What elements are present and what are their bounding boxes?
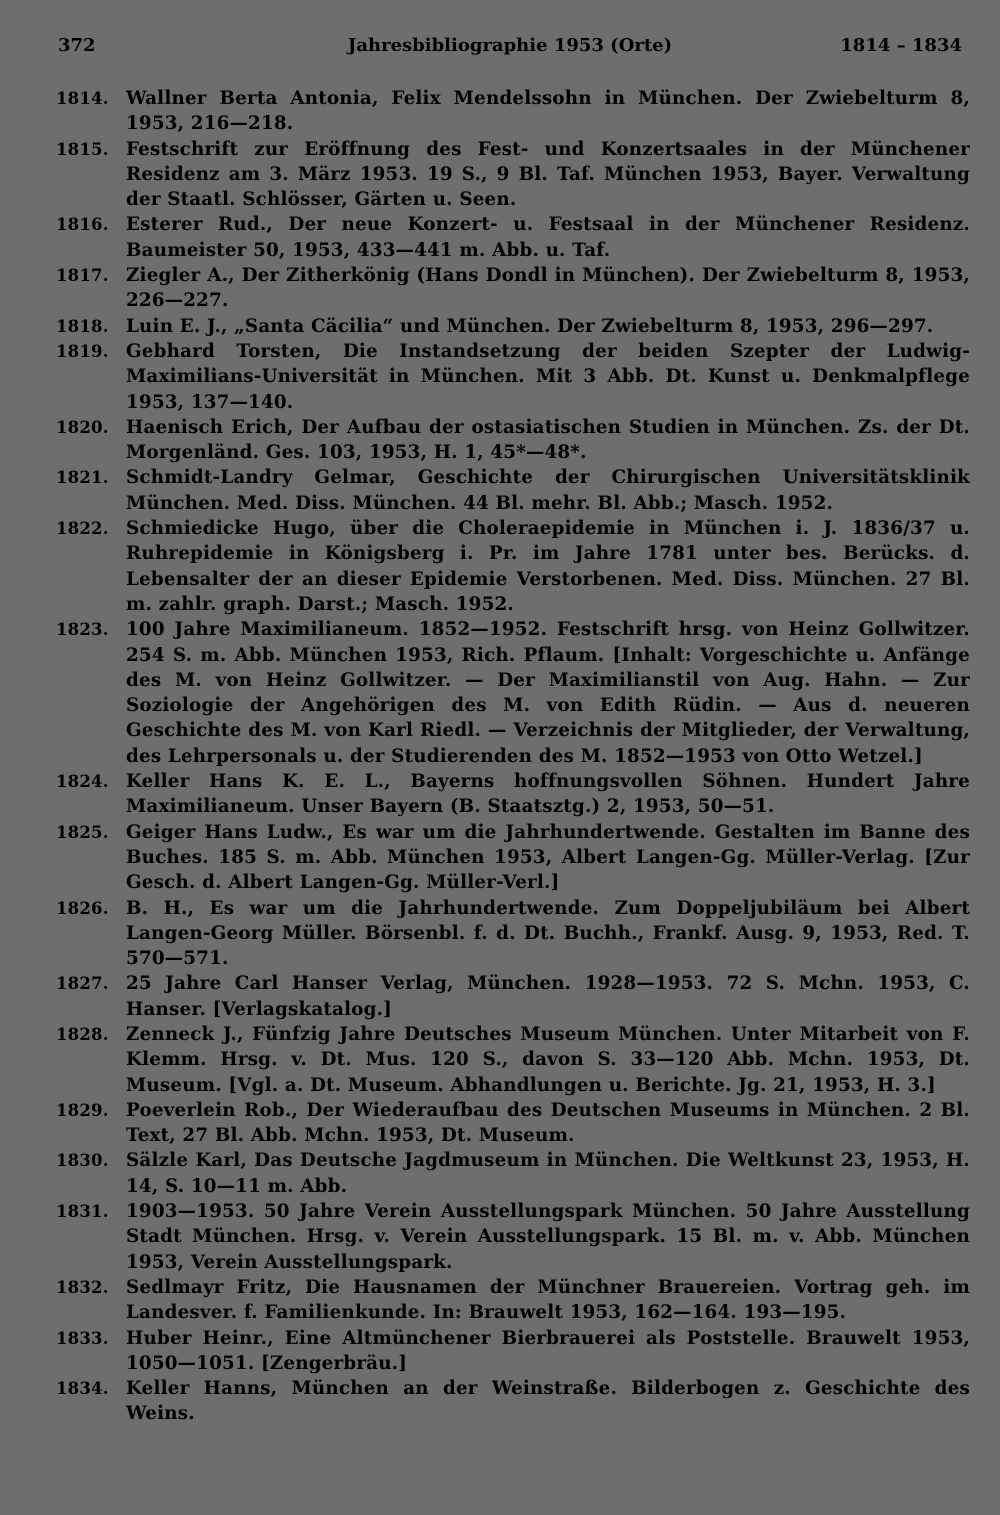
bibliography-entry bbox=[56, 971, 970, 1022]
bibliography-entry bbox=[56, 820, 970, 896]
entry-text: Gebhard Torsten, Die Instandsetzung der beiden Szepter der Ludwig-Maximilians-Universität in München. Mit 3 Abb. Dt. Kunst u. Denkmalpflege 1953, 137—140. bbox=[126, 340, 970, 413]
entry-number: 1819. bbox=[56, 341, 109, 361]
bibliography-entry bbox=[56, 263, 970, 314]
entry-text: Sälzle Karl, Das Deutsche Jagdmuseum in München. Die Weltkunst 23, 1953, H. 14, S. 10—11 m. Abb. bbox=[126, 1150, 970, 1197]
running-title: Jahresbibliographie 1953 (Orte) bbox=[347, 35, 673, 56]
bibliography-entry bbox=[56, 137, 970, 213]
bibliography-entry bbox=[56, 896, 970, 972]
entry-range: 1814 – 1834 bbox=[840, 35, 962, 56]
entry-number: 1820. bbox=[56, 417, 109, 437]
entry-text: 25 Jahre Carl Hanser Verlag, München. 1928—1953. 72 S. Mchn. 1953, C. Hanser. [Verlagskatalog.] bbox=[126, 973, 970, 1020]
entry-number: 1832. bbox=[56, 1277, 109, 1297]
bibliography-entry bbox=[56, 415, 970, 466]
entry-text: Schmidt-Landry Gelmar, Geschichte der Chirurgischen Universitätsklinik München. Med. Diss. München. 44 Bl. mehr. Bl. Abb.; Masch. 1952. bbox=[126, 467, 970, 514]
entry-text: Ziegler A., Der Zitherkönig (Hans Dondl in München). Der Zwiebelturm 8, 1953, 226—227. bbox=[126, 265, 970, 312]
entry-text: Huber Heinr., Eine Altmünchener Bierbrauerei als Poststelle. Brauwelt 1953, 1050—1051. [Zengerbräu.] bbox=[126, 1327, 970, 1374]
entry-number: 1823. bbox=[56, 620, 109, 640]
entry-text: Keller Hans K. E. L., Bayerns hoffnungsvollen Söhnen. Hundert Jahre Maximilianeum. Unser Bayern (B. Staatsztg.) 2, 1953, 50—51. bbox=[126, 771, 970, 818]
entry-text: Poeverlein Rob., Der Wiederaufbau des Deutschen Museums in München. 2 Bl. Text, 27 Bl. Abb. Mchn. 1953, Dt. Museum. bbox=[126, 1099, 970, 1147]
entry-text: Zenneck J., Fünfzig Jahre Deutsches Museum München. Unter Mitarbeit von F. Klemm. Hrsg. v. Dt. Mus. 120 S., davon S. 33—120 Abb. Mchn. 1953, Dt. Museum. [Vgl. a. Dt. Museum. Abhandlungen u. Berichte. Jg. 21, 1953, H. 3.] bbox=[126, 1023, 970, 1096]
bibliography-entry bbox=[56, 1275, 970, 1326]
entry-number: 1818. bbox=[56, 316, 109, 336]
entry-number: 1833. bbox=[56, 1328, 109, 1348]
bibliography-entry bbox=[56, 1098, 970, 1149]
bibliography-entry bbox=[56, 769, 970, 820]
entry-text: Luin E. J., „Santa Cäcilia“ und München. Der Zwiebelturm 8, 1953, 296—297. bbox=[126, 315, 934, 337]
entry-text: Schmiedicke Hugo, über die Choleraepidemie in München i. J. 1836/37 u. Ruhrepidemie in Königsberg i. Pr. im Jahre 1781 unter bes. Berücks. d. Lebensalter der an dieser Epidemie Verstorbenen. Med. Diss. München. 27 Bl. m. zahlr. graph. Darst.; Masch. 1952. bbox=[126, 518, 970, 615]
entry-number: 1815. bbox=[56, 139, 109, 159]
bibliography-entry bbox=[56, 314, 970, 339]
entry-number: 1831. bbox=[56, 1202, 109, 1222]
bibliography-entry bbox=[56, 1148, 970, 1199]
entry-number: 1816. bbox=[56, 215, 109, 235]
page-number: 372 bbox=[58, 35, 96, 56]
entry-text: Haenisch Erich, Der Aufbau der ostasiatischen Studien in München. Zs. der Dt. Morgenländ. Ges. 103, 1953, H. 1, 45*—48*. bbox=[126, 416, 970, 464]
bibliography-entry bbox=[56, 1199, 970, 1275]
entry-number: 1822. bbox=[56, 519, 109, 539]
entry-number: 1834. bbox=[56, 1379, 109, 1399]
bibliography-entry bbox=[56, 1326, 970, 1377]
bibliography-entry bbox=[56, 86, 970, 137]
entry-text: Festschrift zur Eröffnung des Fest- und Konzertsaales in der Münchener Residenz am 3. März 1953. 19 S., 9 Bl. Taf. München 1953, Bayer. Verwaltung der Staatl. Schlösser, Gärten u. Seen. bbox=[126, 138, 970, 211]
bibliography-entry bbox=[56, 1376, 970, 1427]
bibliography-entry bbox=[56, 465, 970, 516]
entry-number: 1824. bbox=[56, 772, 109, 792]
bibliography-entry bbox=[56, 516, 970, 617]
entry-text: Esterer Rud., Der neue Konzert- u. Festsaal in der Münchener Residenz. Baumeister 50, 1953, 433—441 m. Abb. u. Taf. bbox=[126, 214, 970, 261]
page-header bbox=[58, 33, 962, 59]
entry-number: 1825. bbox=[56, 822, 109, 842]
entry-number: 1829. bbox=[56, 1100, 109, 1120]
entry-text: 1903—1953. 50 Jahre Verein Ausstellungspark München. 50 Jahre Ausstellung Stadt München. Hrsg. v. Verein Ausstellungspark. 15 Bl. m. v. Abb. München 1953, Verein Ausstellungspark. bbox=[126, 1201, 970, 1273]
entry-text: 100 Jahre Maximilianeum. 1852—1952. Festschrift hrsg. von Heinz Gollwitzer. 254 S. m. Abb. München 1953, Rich. Pflaum. [Inhalt: Vorgeschichte u. Anfänge des M. von Heinz Gollwitzer. — Der Maximilianstil von Aug. Hahn. — Zur Soziologie der Angehörigen des M. von Edith Rüdin. — Aus d. neueren Geschichte des M. von Karl Riedl. — Verzeichnis der Mitglieder, der Verwaltung, des Lehrpersonals u. der Studierenden des M. 1852—1953 von Otto Wetzel.] bbox=[126, 619, 970, 767]
bibliography-entry bbox=[56, 1022, 970, 1098]
entry-text: B. H., Es war um die Jahrhundertwende. Zum Doppeljubiläum bei Albert Langen-Georg Müller. Börsenbl. f. d. Dt. Buchh., Frankf. Ausg. 9, 1953, Red. T. 570—571. bbox=[126, 897, 970, 970]
entry-number: 1827. bbox=[56, 974, 109, 994]
bibliography-entry bbox=[56, 212, 970, 263]
entry-text: Wallner Berta Antonia, Felix Mendelssohn in München. Der Zwiebelturm 8, 1953, 216—218. bbox=[126, 88, 970, 135]
entry-number: 1828. bbox=[56, 1024, 109, 1044]
bibliography-entry bbox=[56, 339, 970, 415]
bibliography-entry bbox=[56, 617, 970, 769]
entry-number: 1821. bbox=[56, 468, 109, 488]
entry-text: Keller Hanns, München an der Weinstraße. Bilderbogen z. Geschichte des Weins. bbox=[126, 1378, 970, 1425]
entry-number: 1817. bbox=[56, 266, 109, 286]
entry-number: 1830. bbox=[56, 1151, 109, 1171]
entry-number: 1814. bbox=[56, 89, 109, 108]
entry-text: Geiger Hans Ludw., Es war um die Jahrhundertwende. Gestalten im Banne des Buches. 185 S. m. Abb. München 1953, Albert Langen-Gg. Müller-Verlag. [Zur Gesch. d. Albert Langen-Gg. Müller-Verl.] bbox=[126, 821, 970, 894]
entry-text: Sedlmayr Fritz, Die Hausnamen der Münchner Brauereien. Vortrag geh. im Landesver. f. Familienkunde. In: Brauwelt 1953, 162—164. 193—195. bbox=[126, 1276, 970, 1324]
bibliography-entries bbox=[56, 86, 970, 1427]
entry-number: 1826. bbox=[56, 898, 109, 918]
